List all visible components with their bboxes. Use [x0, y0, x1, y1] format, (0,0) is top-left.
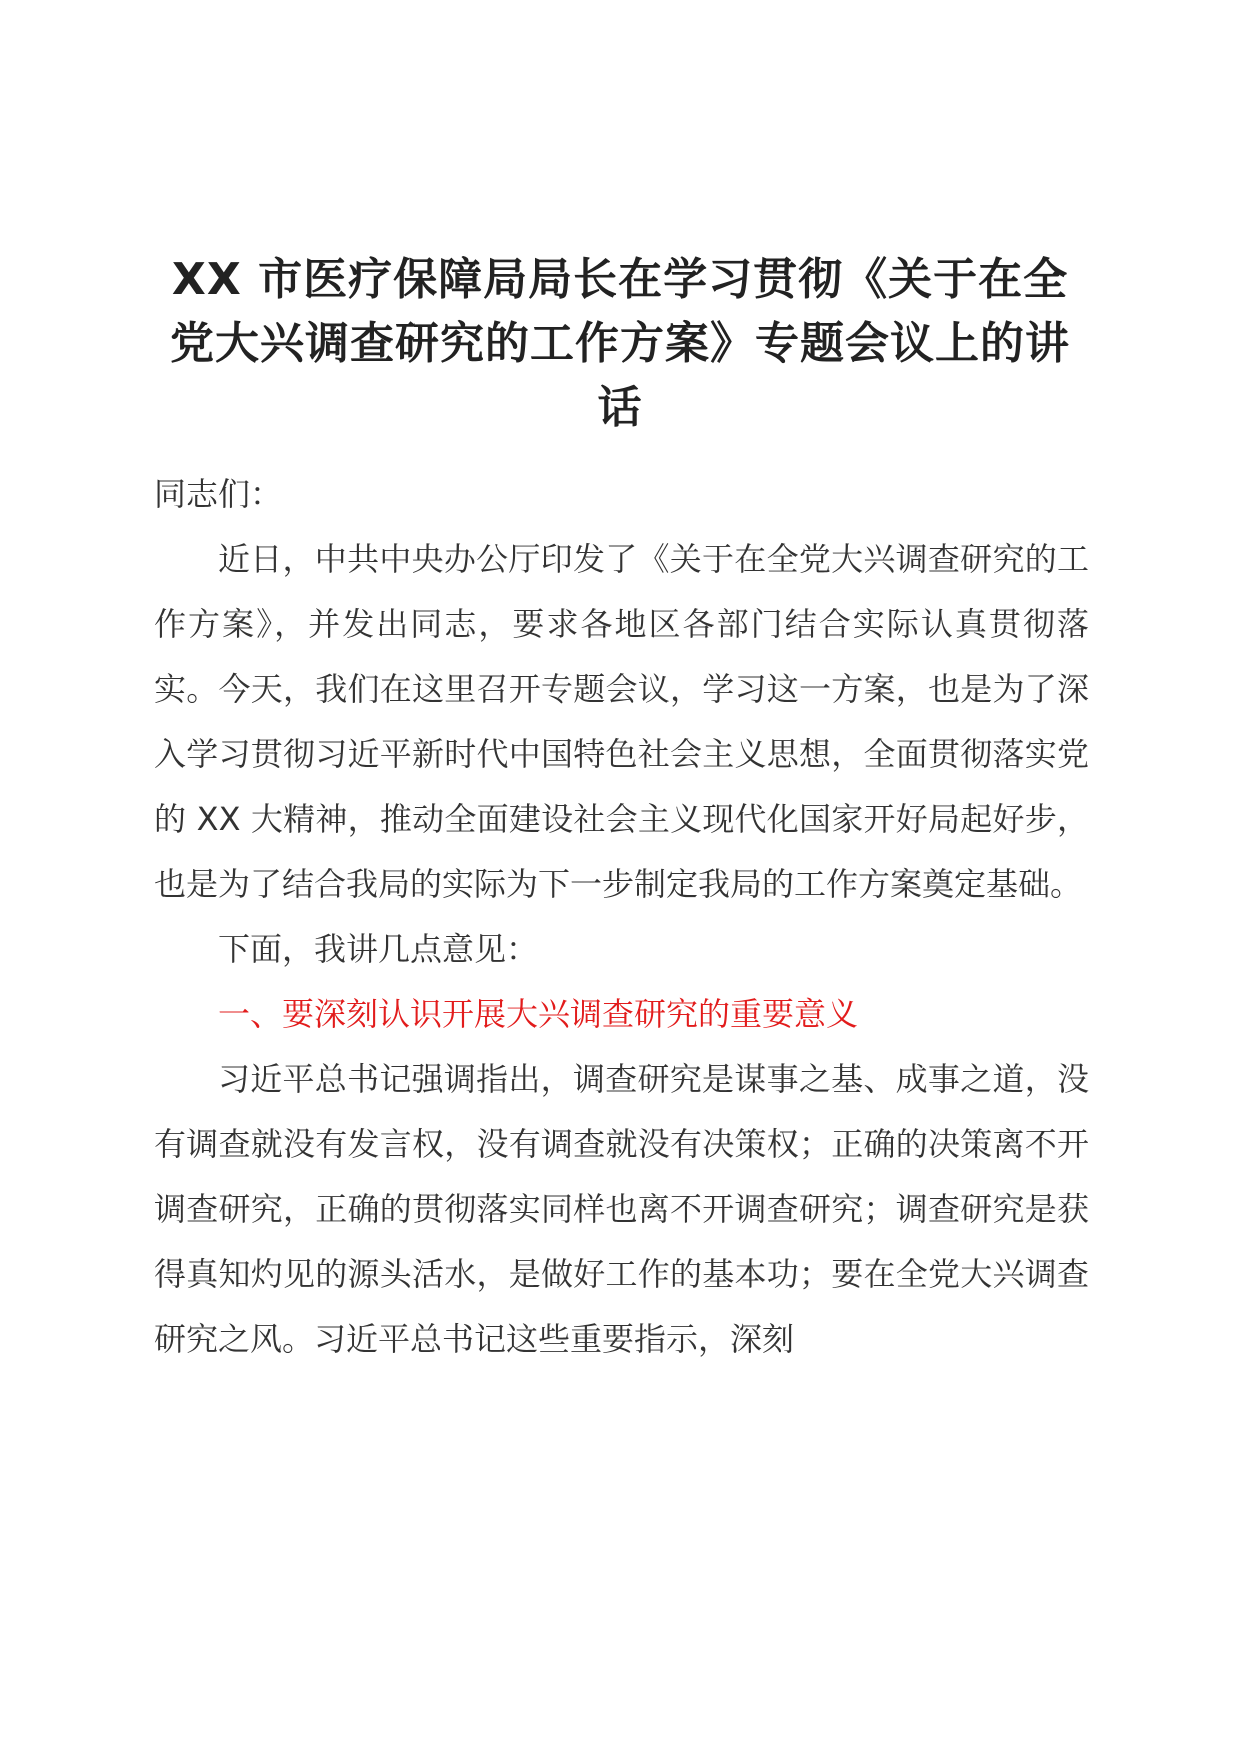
intro-paragraph: 近日，中共中央办公厅印发了《关于在全党大兴调查研究的工作方案》，并发出同志，要求各地区各部门结合实际认真贯彻落实。今天，我们在这里召开专题会议，学习这一方案，也是为了深入学习贯彻习近平新时代中国特色社会主义思想，全面贯彻落实党的 XX 大精神，推动全面建设社会主义现代化国家开好局起好步，也是为了结合我局的实际为下一步制定我局的工作方案奠定基础。: [154, 540, 1089, 903]
salutation: 同志们：: [154, 475, 283, 513]
section-heading-1: 一、要深刻认识开展大兴调查研究的重要意义: [218, 995, 859, 1033]
document-body: [154, 462, 1089, 1372]
section-1-paragraph: 习近平总书记强调指出，调查研究是谋事之基、成事之道，没有调查就没有发言权，没有调查就没有决策权；正确的决策离不开调查研究，正确的贯彻落实同样也离不开调查研究；调查研究是获得真知灼见的源头活水，是做好工作的基本功；要在全党大兴调查研究之风。习近平总书记这些重要指示，深刻: [154, 1060, 1089, 1358]
transition-paragraph: 下面，我讲几点意见：: [218, 930, 539, 968]
document-title: XX 市医疗保障局局长在学习贯彻《关于在全党大兴调查研究的工作方案》专题会议上的讲话: [170, 254, 1070, 433]
